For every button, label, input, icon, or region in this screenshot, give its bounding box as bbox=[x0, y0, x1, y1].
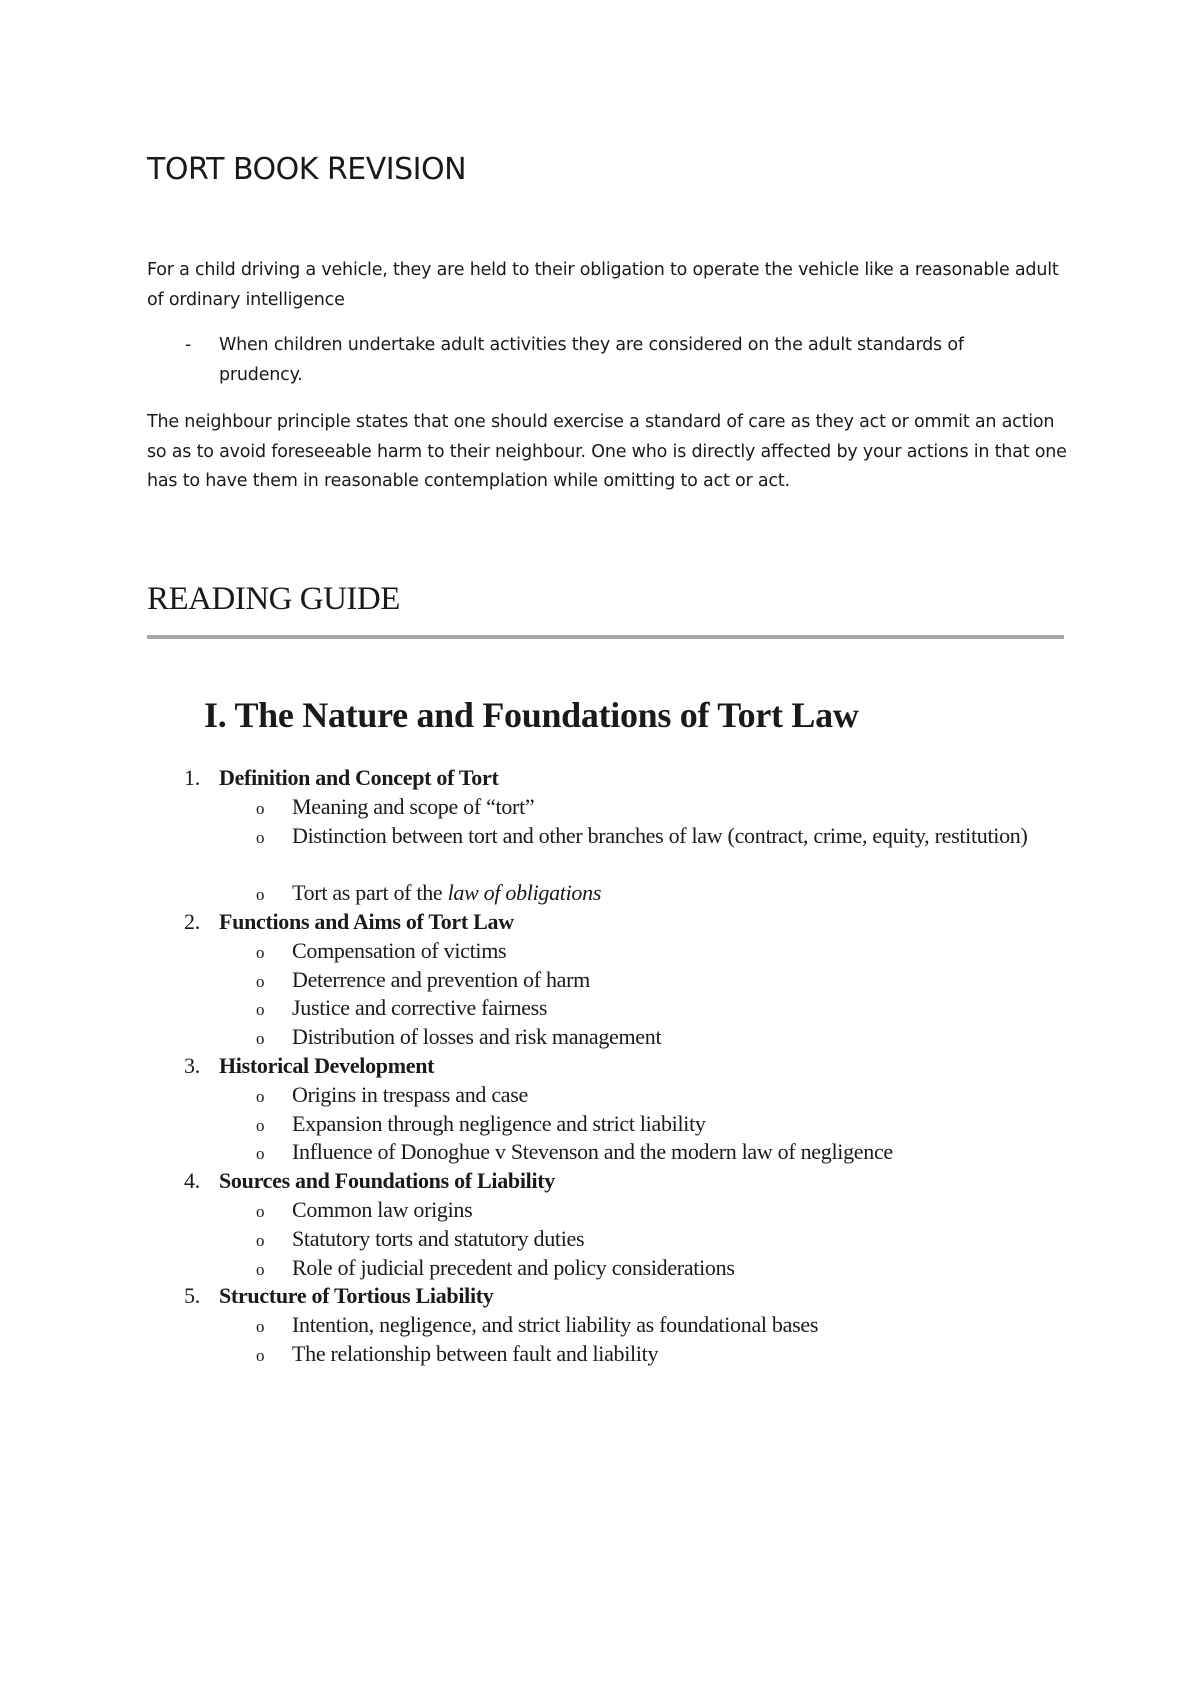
section-heading: I. The Nature and Foundations of Tort Law bbox=[204, 695, 859, 735]
outline-subitem bbox=[0, 822, 1200, 880]
heading-underline-divider bbox=[147, 635, 1064, 639]
circle-bullet-icon: o bbox=[256, 1144, 265, 1164]
outline-subitem bbox=[0, 1138, 1200, 1167]
outline-item bbox=[0, 1282, 1200, 1311]
outline-subitem bbox=[0, 879, 1200, 908]
outline-item-title: Structure of Tortious Liability bbox=[219, 1283, 494, 1309]
document-title: TORT BOOK REVISION bbox=[147, 152, 467, 187]
circle-bullet-icon: o bbox=[256, 885, 265, 905]
outline-subitem bbox=[0, 793, 1200, 822]
outline-subitem-text: Role of judicial precedent and policy considerations bbox=[292, 1254, 735, 1280]
outline-item-title: Sources and Foundations of Liability bbox=[219, 1168, 555, 1194]
outline-subitem bbox=[0, 1196, 1200, 1225]
circle-bullet-icon: o bbox=[256, 1000, 265, 1020]
outline-subitem-text: Deterrence and prevention of harm bbox=[292, 966, 590, 992]
outline-subitem-text: Justice and corrective fairness bbox=[292, 995, 548, 1021]
outline-subitem bbox=[0, 1254, 1200, 1283]
circle-bullet-icon: o bbox=[256, 1086, 265, 1106]
paragraph-child-driving: For a child driving a vehicle, they are held to their obligation to operate the vehicle like a reasonable adult of ordinary intelligence bbox=[147, 260, 1059, 310]
circle-bullet-icon: o bbox=[256, 942, 265, 962]
circle-bullet-icon: o bbox=[256, 1345, 265, 1365]
circle-bullet-icon: o bbox=[256, 1115, 265, 1135]
outline-item-title: Definition and Concept of Tort bbox=[219, 765, 499, 790]
subitem-text-prefix: Tort as part of the bbox=[292, 880, 448, 906]
outline-subitem-text: Distinction between tort and other branches of law (contract, crime, equity, restitution) bbox=[292, 822, 1028, 848]
dash-bullet-marker: - bbox=[185, 335, 192, 355]
circle-bullet-icon: o bbox=[256, 1259, 265, 1279]
outline-item-number: 2. bbox=[184, 908, 200, 934]
outline-subitem bbox=[0, 1225, 1200, 1254]
outline-subitem bbox=[0, 937, 1200, 966]
circle-bullet-icon: o bbox=[256, 827, 265, 847]
reading-outline-list bbox=[0, 764, 1200, 1369]
circle-bullet-icon: o bbox=[256, 971, 265, 991]
outline-item-number: 1. bbox=[184, 765, 200, 790]
outline-item-title: Historical Development bbox=[219, 1052, 435, 1078]
outline-item-number: 4. bbox=[184, 1168, 200, 1194]
outline-subitem-text: Influence of Donoghue v Stevenson and the modern law of negligence bbox=[292, 1139, 893, 1165]
circle-bullet-icon: o bbox=[256, 1201, 265, 1221]
outline-subitem-text bbox=[292, 879, 1052, 908]
outline-item-number: 5. bbox=[184, 1283, 200, 1309]
outline-subitem bbox=[0, 966, 1200, 995]
outline-subitem bbox=[0, 1340, 1200, 1369]
outline-subitem-text: Meaning and scope of “tort” bbox=[292, 793, 535, 819]
outline-subitem-text: The relationship between fault and liability bbox=[292, 1340, 659, 1366]
outline-subitem-text: Distribution of losses and risk management bbox=[292, 1024, 662, 1050]
outline-subitem-text: Origins in trespass and case bbox=[292, 1081, 528, 1107]
outline-subitem bbox=[0, 1311, 1200, 1340]
outline-subitem-text: Expansion through negligence and strict liability bbox=[292, 1110, 706, 1136]
emphasized-term: law of obligations bbox=[447, 880, 602, 906]
outline-item bbox=[0, 1167, 1200, 1196]
outline-subitem-text: Intention, negligence, and strict liability as foundational bases bbox=[292, 1312, 819, 1338]
outline-subitem-text: Common law origins bbox=[292, 1196, 473, 1222]
outline-item bbox=[0, 908, 1200, 937]
reading-guide-heading: READING GUIDE bbox=[147, 581, 400, 617]
outline-subitem bbox=[0, 1110, 1200, 1139]
outline-item bbox=[0, 764, 1200, 793]
outline-subitem bbox=[0, 1023, 1200, 1052]
outline-subitem-text: Compensation of victims bbox=[292, 937, 507, 963]
circle-bullet-icon: o bbox=[256, 1230, 265, 1250]
circle-bullet-icon: o bbox=[256, 1029, 265, 1049]
outline-item bbox=[0, 1052, 1200, 1081]
outline-subitem-text: Statutory torts and statutory duties bbox=[292, 1225, 585, 1251]
outline-item-title: Functions and Aims of Tort Law bbox=[219, 908, 514, 934]
circle-bullet-icon: o bbox=[256, 798, 265, 818]
circle-bullet-icon: o bbox=[256, 1317, 265, 1337]
outline-item-number: 3. bbox=[184, 1052, 200, 1078]
outline-subitem bbox=[0, 1081, 1200, 1110]
paragraph-neighbour-principle: The neighbour principle states that one should exercise a standard of care as they act or ommit an action so as to avoid foreseeable harm to their neighbour. One who is directly affected by your actions in that one has to have them in reasonable contemplation while omitting to act or act. bbox=[147, 412, 1067, 491]
outline-subitem bbox=[0, 994, 1200, 1023]
dash-list-item-text: When children undertake adult activities they are considered on the adult standards of prudency. bbox=[219, 335, 964, 385]
